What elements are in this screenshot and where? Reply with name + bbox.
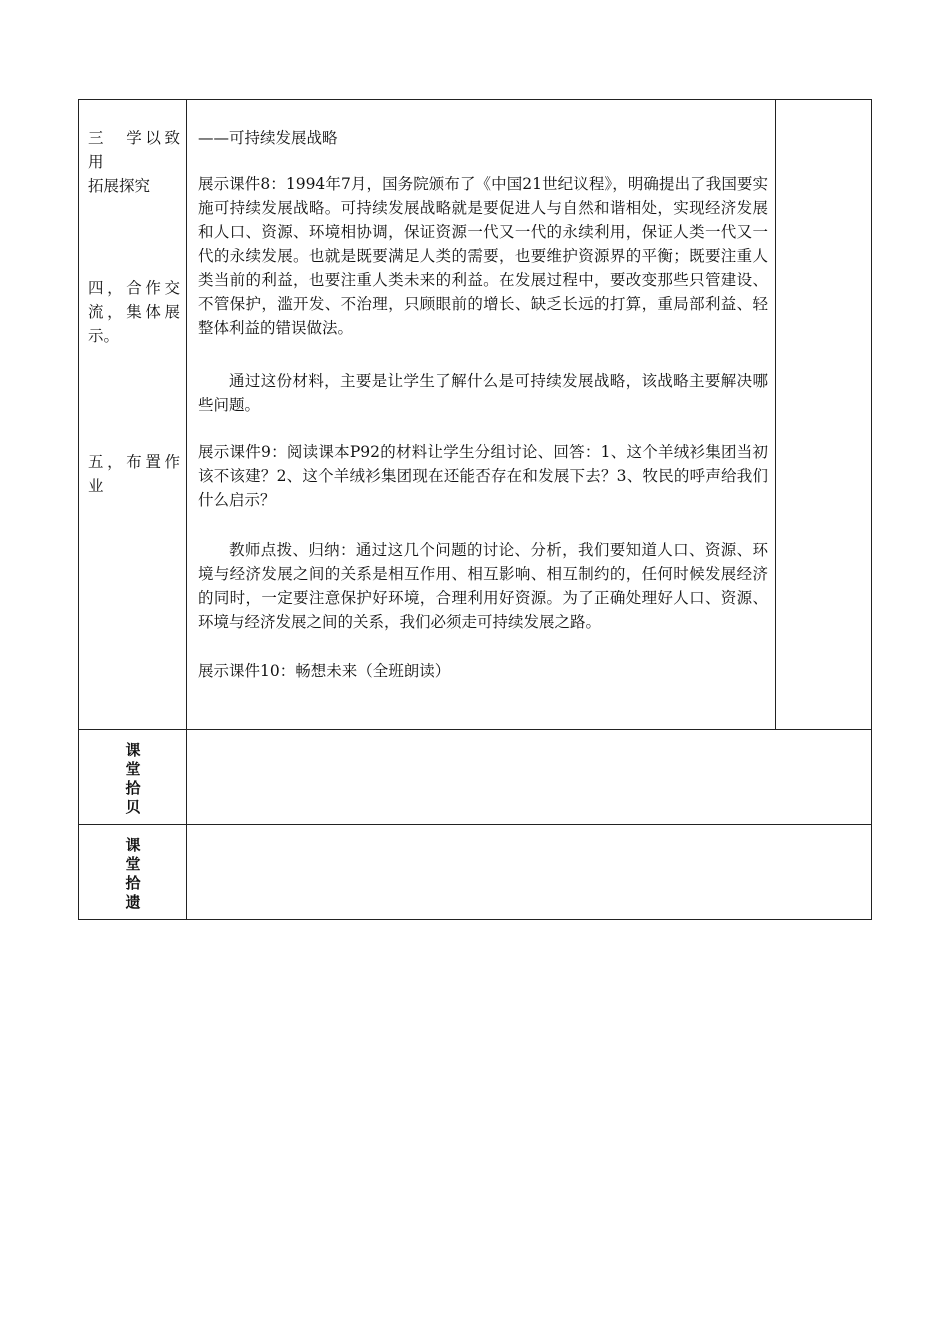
review-char-1: 课 [125, 741, 141, 759]
row-divider-2 [78, 824, 872, 825]
review-char-4: 贝 [125, 798, 141, 816]
row-label-omission [79, 836, 187, 912]
row-divider-1 [78, 729, 872, 730]
paragraph-material-note: 通过这份材料，主要是让学生了解什么是可持续发展战略，该战略主要解决哪些问题。 [198, 372, 768, 414]
section-three-label: 三 学以致用 [88, 129, 180, 171]
omission-char-4: 遗 [125, 893, 141, 911]
paragraph-courseware-10: 展示课件10：畅想未来（全班朗读） [198, 662, 451, 680]
omission-char-1: 课 [125, 836, 141, 854]
col-divider-right [775, 99, 776, 730]
paragraph-courseware-9: 展示课件9：阅读课本P92的材料让学生分组讨论、回答：1、这个羊绒衫集团当初该不该建？2、这个羊绒衫集团现在还能否存在和发展下去？3、牧民的呼声给我们什么启示？ [198, 443, 768, 509]
section-five-label: 五，布置作业 [88, 453, 180, 495]
section-three-sub-label: 拓展探究 [88, 177, 151, 195]
omission-char-3: 拾 [125, 874, 141, 892]
omission-char-2: 堂 [125, 855, 141, 873]
row-label-review [79, 741, 187, 817]
main-heading: ——可持续发展战略 [198, 129, 338, 147]
review-char-3: 拾 [125, 779, 141, 797]
review-char-2: 堂 [125, 760, 141, 778]
section-four-label: 四，合作交流，集体展示。 [88, 279, 180, 345]
paragraph-courseware-8: 展示课件8：1994年7月，国务院颁布了《中国21世纪议程》，明确提出了我国要实施可持续发展战略。可持续发展战略就是要促进人与自然和谐相处，实现经济发展和人口、资源、环境相协调，保证资源一代又一代的永续利用，保证人类一代又一代的永续发展。也就是既要满足人类的需要，也要维护资源界的平衡；既要注重人类当前的利益，也要注重人类未来的利益。在发展过程中，要改变那些只管建设、不管保护，滥开发、不治理，只顾眼前的增长、缺乏长远的打算，重局部利益、轻整体利益的错误做法。 [198, 175, 768, 337]
paragraph-teacher-summary: 教师点拨、归纳：通过这几个问题的讨论、分析，我们要知道人口、资源、环境与经济发展之间的关系是相互作用、相互影响、相互制约的，任何时候发展经济的同时，一定要注意保护好环境，合理利用好资源。为了正确处理好人口、资源、环境与经济发展之间的关系，我们必须走可持续发展之路。 [198, 541, 768, 631]
